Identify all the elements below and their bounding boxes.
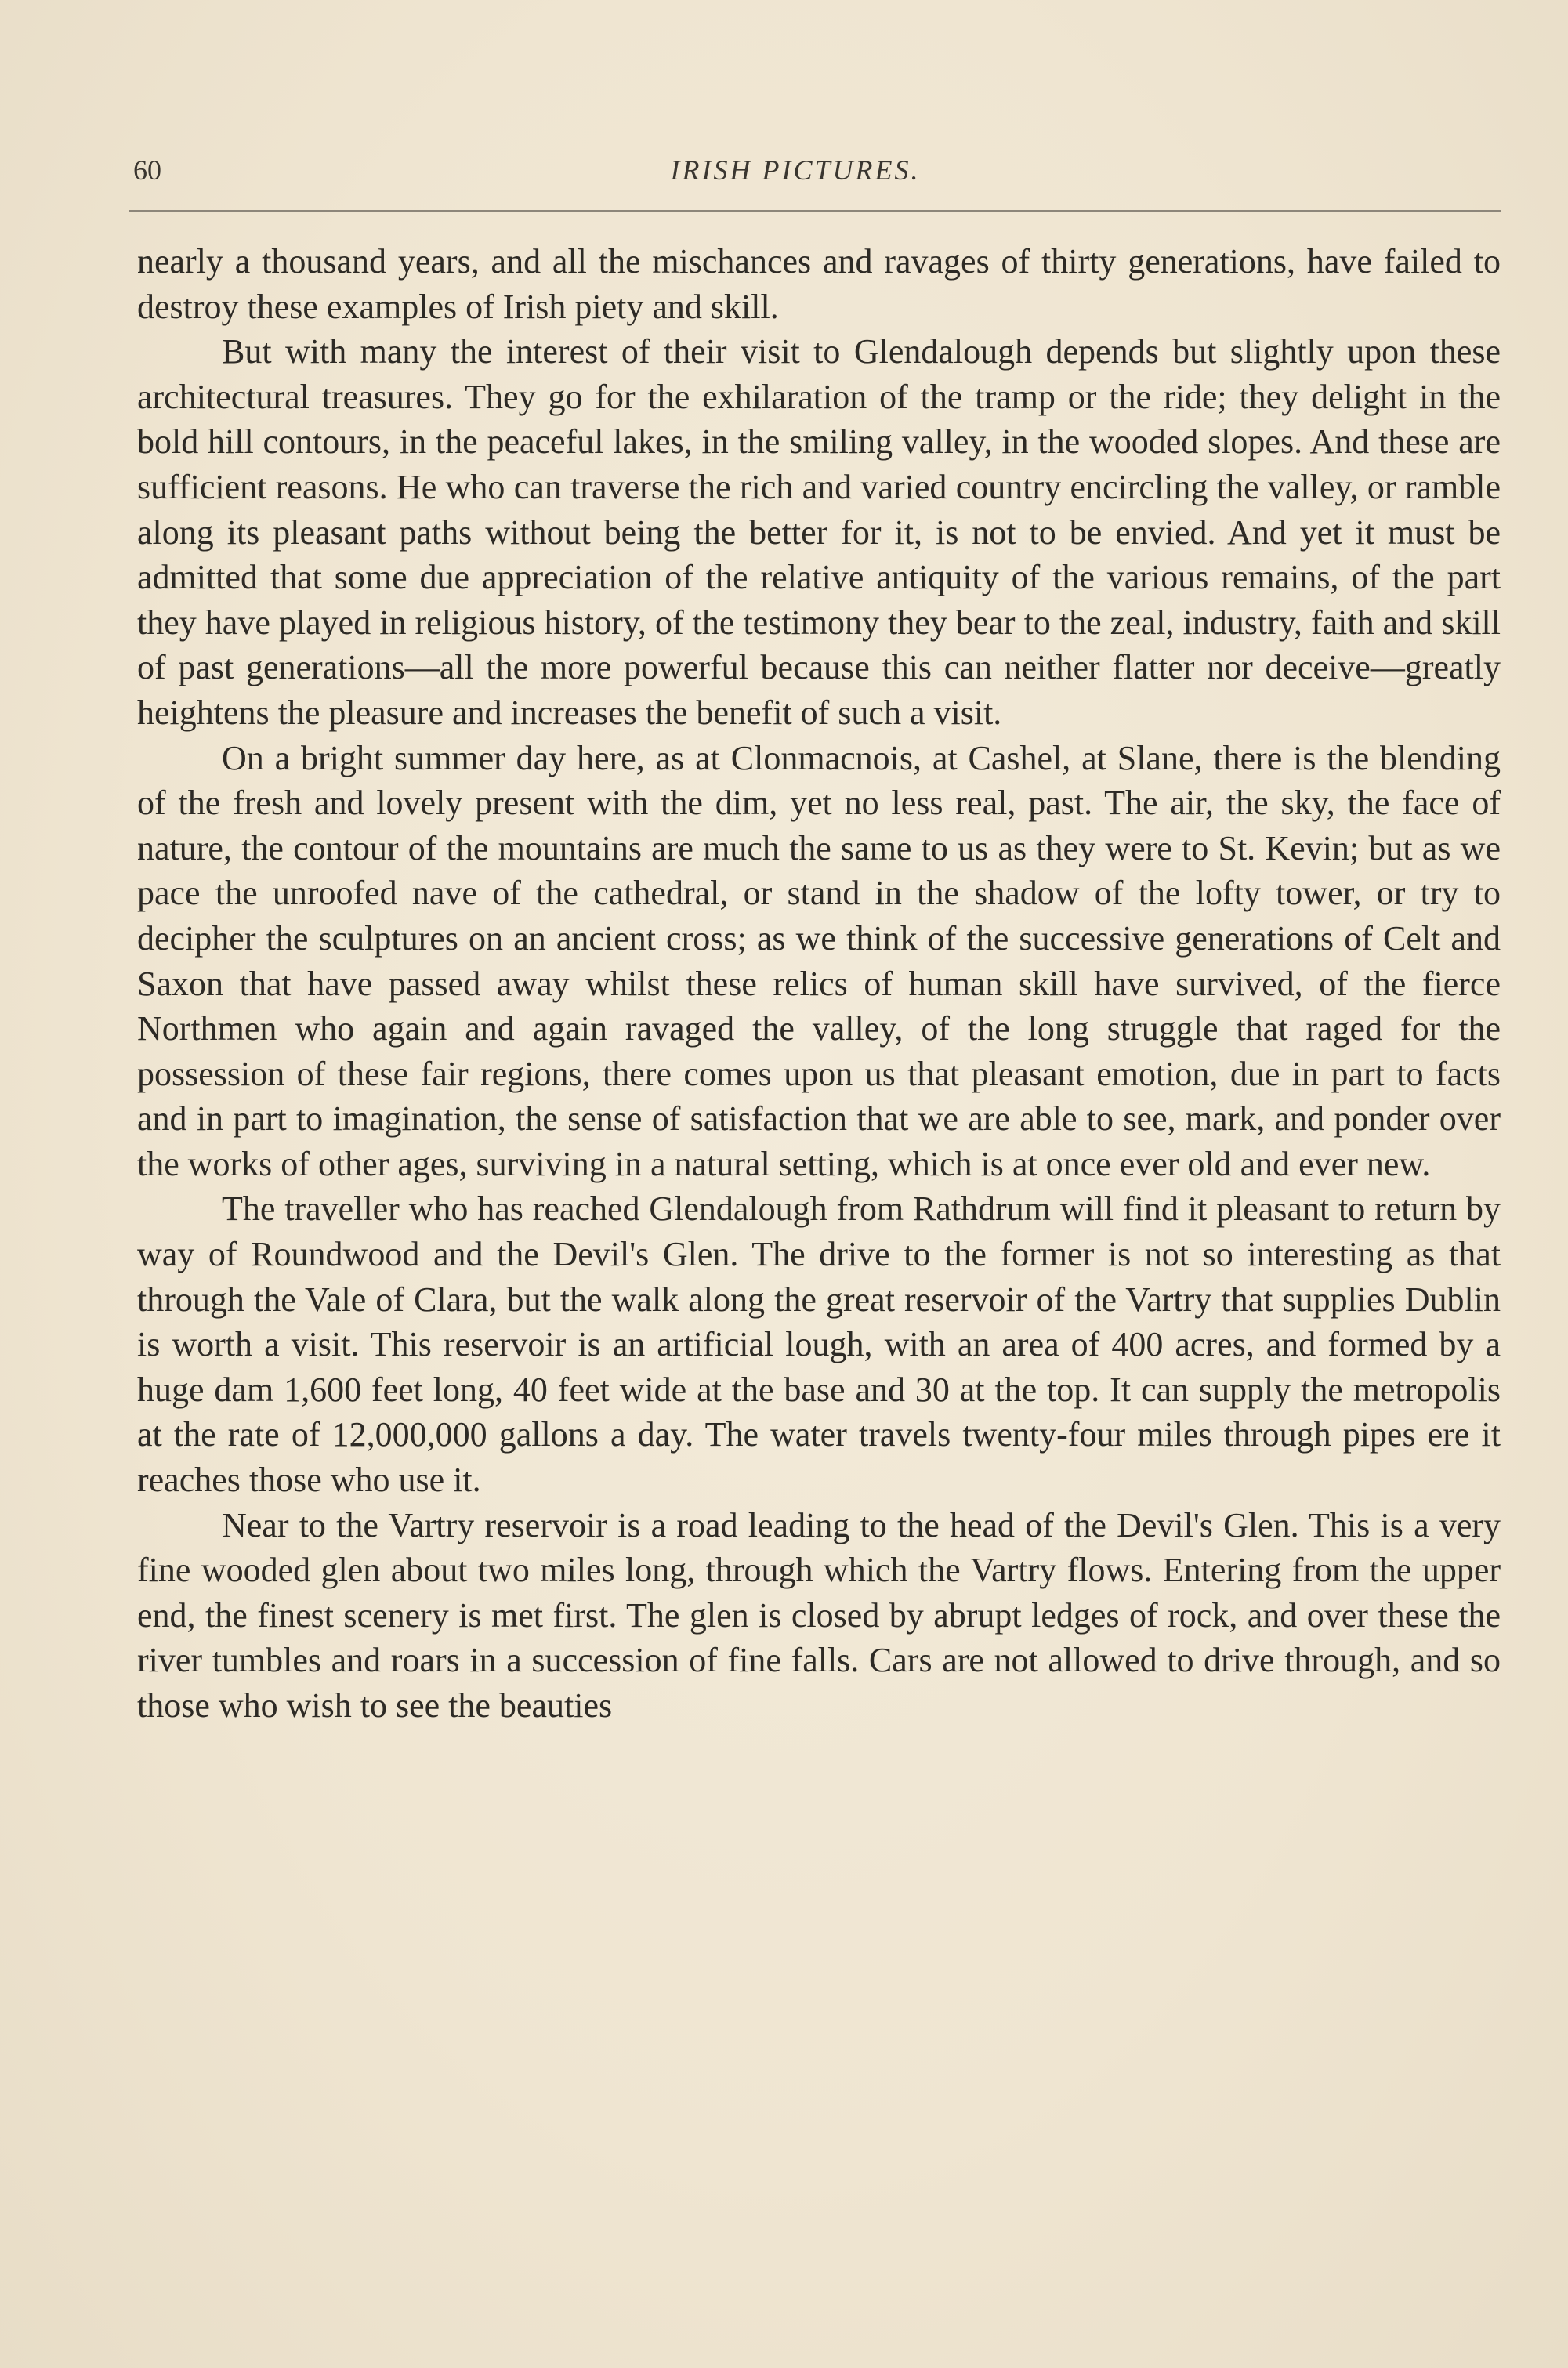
paragraph: But with many the interest of their visit to Glendalough depends but slightly upon these architectural treasures. They go for the exhilaration of the tramp or the ride; they delight in the bold hill contours, in the peaceful lakes, in the smiling valley, in the wooded slopes. And these are sufficient reasons. He who can traverse the rich and varied country encircling the valley, or ramble along its pleasant paths without being the better for it, is not to be envied. And yet it must be admitted that some due appreciation of the relative antiquity of the various remains, of the part they have played in religious history, of the testimony they bear to the zeal, industry, faith and skill of past generations—all the more powerful because this can neither flatter nor deceive—greatly heightens the pleasure and increases the benefit of such a visit. [137,332,1501,732]
header-rule [129,210,1501,212]
page-number: 60 [133,154,161,186]
running-title: IRISH PICTURES. [670,154,921,186]
paragraph: Near to the Vartry reservoir is a road leading to the head of the Devil's Glen. This is a very fine wooded glen about two miles long, through which the Vartry flows. Entering from the upper end, the finest scenery is met first. The glen is closed by abrupt ledges of rock, and over these the river tumbles and roars in a succession of fine falls. Cars are not allowed to drive through, and so those who wish to see the beauties [137,1505,1501,1725]
paragraph: The traveller who has reached Glendalough from Rathdrum will find it pleasant to return by way of Roundwood and the Devil's Glen. The drive to the former is not so interesting as that through the Vale of Clara, but the walk along the great reservoir of the Vartry that supplies Dublin is worth a visit. This reservoir is an artificial lough, with an area of 400 acres, and formed by a huge dam 1,600 feet long, 40 feet wide at the base and 30 at the top. It can supply the metropolis at the rate of 12,000,000 gallons a day. The water travels twenty-four miles through pipes ere it reaches those who use it. [137,1189,1501,1500]
body-text [137,239,1501,1729]
paragraph: On a bright summer day here, as at Clonmacnois, at Cashel, at Slane, there is the blending of the fresh and lovely present with the dim, yet no less real, past. The air, the sky, the face of nature, the contour of the mountains are much the same to us as they were to St. Kevin; but as we pace the unroofed nave of the cathedral, or stand in the shadow of the lofty tower, or try to decipher the sculptures on an ancient cross; as we think of the successive generations of Celt and Saxon that have passed away whilst these relics of human skill have survived, of the fierce Northmen who again and again ravaged the valley, of the long struggle that raged for the possession of these fair regions, there comes upon us that pleasant emotion, due in part to facts and in part to imagination, the sense of satisfaction that we are able to see, mark, and ponder over the works of other ages, surviving in a natural setting, which is at once ever old and ever new. [137,738,1501,1183]
running-head [133,154,1505,193]
paragraph-continuation: nearly a thousand years, and all the mischances and ravages of thirty generations, have failed to destroy these examples of Irish piety and skill. [137,242,1501,326]
